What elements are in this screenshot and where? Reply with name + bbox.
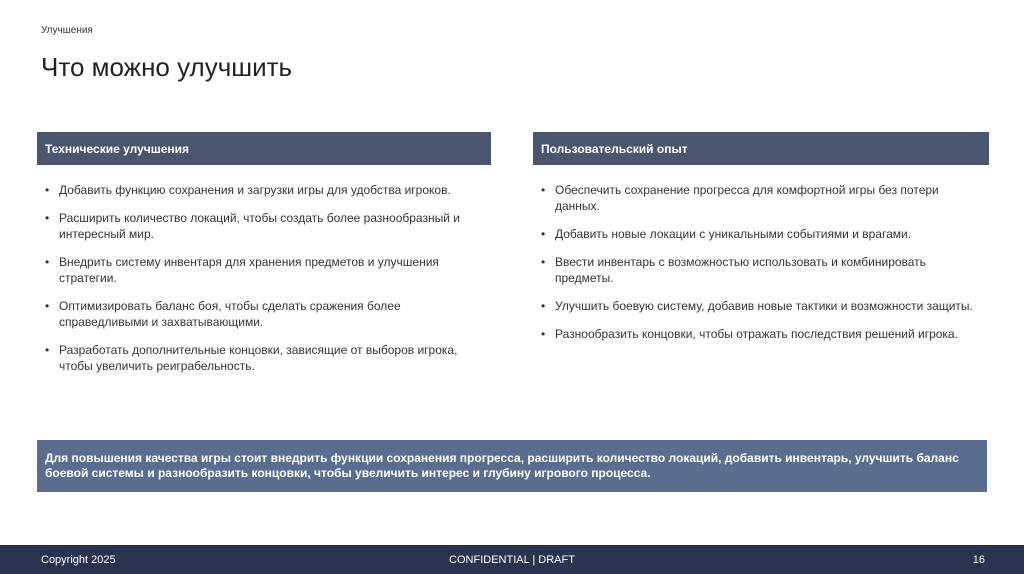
user-experience-list <box>541 182 981 354</box>
section-label: Улучшения <box>41 25 93 36</box>
page-number: 16 <box>972 554 985 566</box>
list-item: • Ввести инвентарь с возможностью использовать и комбинировать предметы. <box>541 254 981 286</box>
list-item: • Добавить функцию сохранения и загрузки игры для удобства игроков. <box>45 182 485 198</box>
footer <box>0 545 1024 574</box>
footer-confidential: CONFIDENTIAL | DRAFT <box>449 554 575 566</box>
list-item: • Внедрить систему инвентаря для хранения предметов и улучшения стратегии. <box>45 254 485 286</box>
footer-copyright: Copyright 2025 <box>41 554 116 566</box>
list-item: • Разработать дополнительные концовки, зависящие от выборов игрока, чтобы увеличить реиграбельность. <box>45 342 485 374</box>
list-item: • Оптимизировать баланс боя, чтобы сделать сражения более справедливыми и захватывающими. <box>45 298 485 330</box>
summary-box: Для повышения качества игры стоит внедрить функции сохранения прогресса, расширить количество локаций, добавить инвентарь, улучшить баланс боевой системы и разнообразить концовки, чтобы увеличить интерес и глубину игрового процесса. <box>37 440 987 492</box>
list-item: • Расширить количество локаций, чтобы создать более разнообразный и интересный мир. <box>45 210 485 242</box>
technical-improvements-header: Технические улучшения <box>37 132 491 165</box>
list-item: • Разнообразить концовки, чтобы отражать последствия решений игрока. <box>541 326 981 342</box>
technical-improvements-list <box>45 182 485 386</box>
list-item: • Улучшить боевую систему, добавив новые тактики и возможности защиты. <box>541 298 981 314</box>
list-item: • Добавить новые локации с уникальными событиями и врагами. <box>541 226 981 242</box>
slide-title: Что можно улучшить <box>41 52 293 82</box>
user-experience-header: Пользовательский опыт <box>533 132 989 165</box>
list-item: • Обеспечить сохранение прогресса для комфортной игры без потери данных. <box>541 182 981 214</box>
